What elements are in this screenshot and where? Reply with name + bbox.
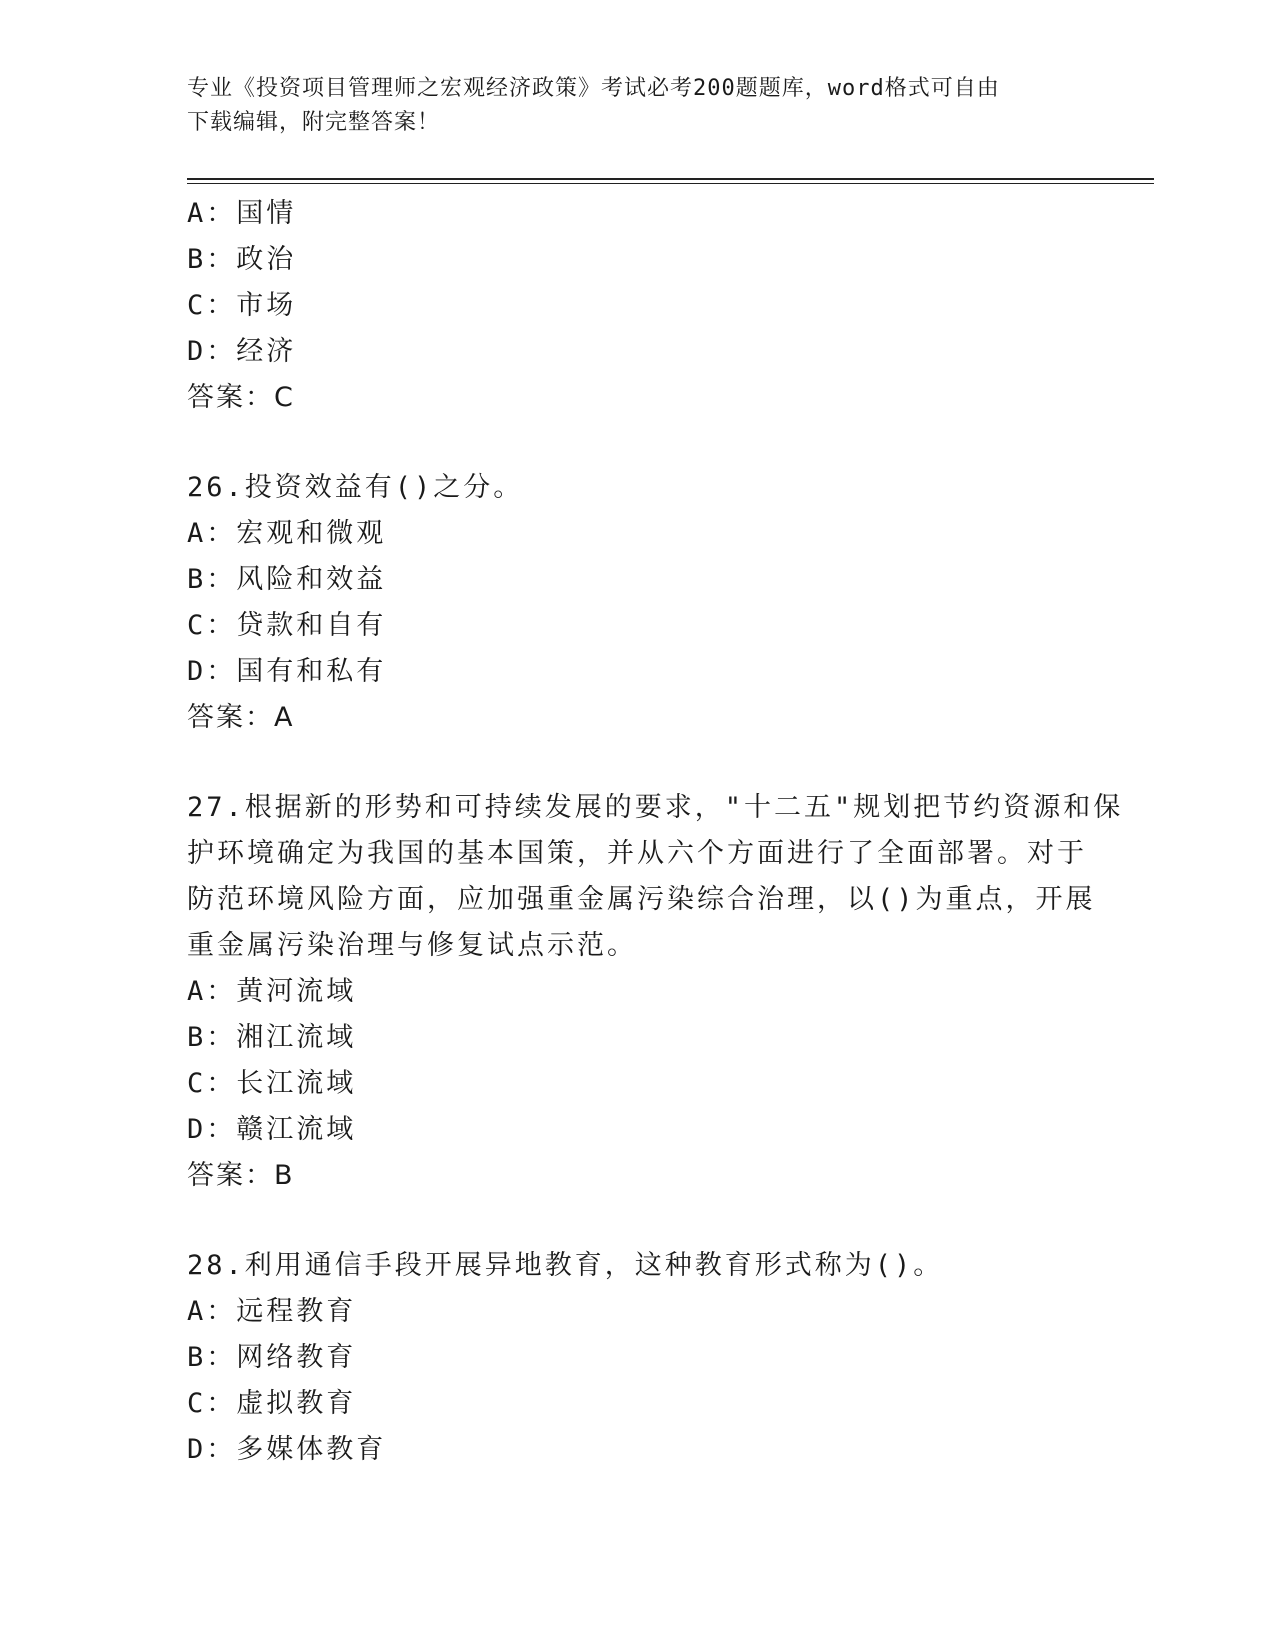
header-line-2: 下载编辑，附完整答案！ (187, 110, 441, 135)
question-text-line-2: 护环境确定为我国的基本国策，并从六个方面进行了全面部署。对于 (187, 838, 1087, 869)
option-b: B：湘江流域 (187, 1022, 357, 1053)
header-divider-thin (187, 183, 1154, 184)
option-d: D：国有和私有 (187, 656, 387, 687)
question-text: 28.利用通信手段开展异地教育，这种教育形式称为()。 (187, 1250, 944, 1281)
option-d: D：赣江流域 (187, 1114, 357, 1145)
option-c: C：市场 (187, 290, 297, 321)
answer: 答案：B (187, 1160, 295, 1191)
option-a: A：国情 (187, 198, 297, 229)
spacer (187, 1199, 1087, 1243)
option-d: D：经济 (187, 336, 297, 367)
option-b: B：风险和效益 (187, 564, 387, 595)
option-c: C：贷款和自有 (187, 610, 387, 641)
question-text: 26.投资效益有()之分。 (187, 472, 524, 503)
option-a: A：黄河流域 (187, 976, 357, 1007)
option-c: C：长江流域 (187, 1068, 357, 1099)
option-b: B：政治 (187, 244, 297, 275)
question-list (187, 191, 1124, 1473)
question-text-line-3: 防范环境风险方面，应加强重金属污染综合治理，以()为重点，开展 (187, 884, 1096, 915)
document-header (187, 72, 1087, 140)
question-text-line-4: 重金属污染治理与修复试点示范。 (187, 930, 637, 961)
spacer (187, 421, 1087, 465)
option-d: D：多媒体教育 (187, 1434, 387, 1465)
answer: 答案：A (187, 702, 295, 733)
option-a: A：宏观和微观 (187, 518, 387, 549)
option-a: A：远程教育 (187, 1296, 357, 1327)
option-b: B：网络教育 (187, 1342, 357, 1373)
question-27-block (187, 785, 1124, 1199)
question-28-block (187, 1243, 1087, 1473)
header-line-1: 专业《投资项目管理师之宏观经济政策》考试必考200题题库，word格式可自由 (187, 76, 1000, 101)
question-text-line-1: 27.根据新的形势和可持续发展的要求，"十二五"规划把节约资源和保 (187, 792, 1124, 823)
question-26-block (187, 465, 1087, 741)
header-divider-thick (187, 178, 1154, 180)
option-c: C：虚拟教育 (187, 1388, 357, 1419)
answer: 答案：C (187, 382, 295, 413)
question-25-block (187, 191, 1087, 421)
spacer (187, 741, 1087, 785)
